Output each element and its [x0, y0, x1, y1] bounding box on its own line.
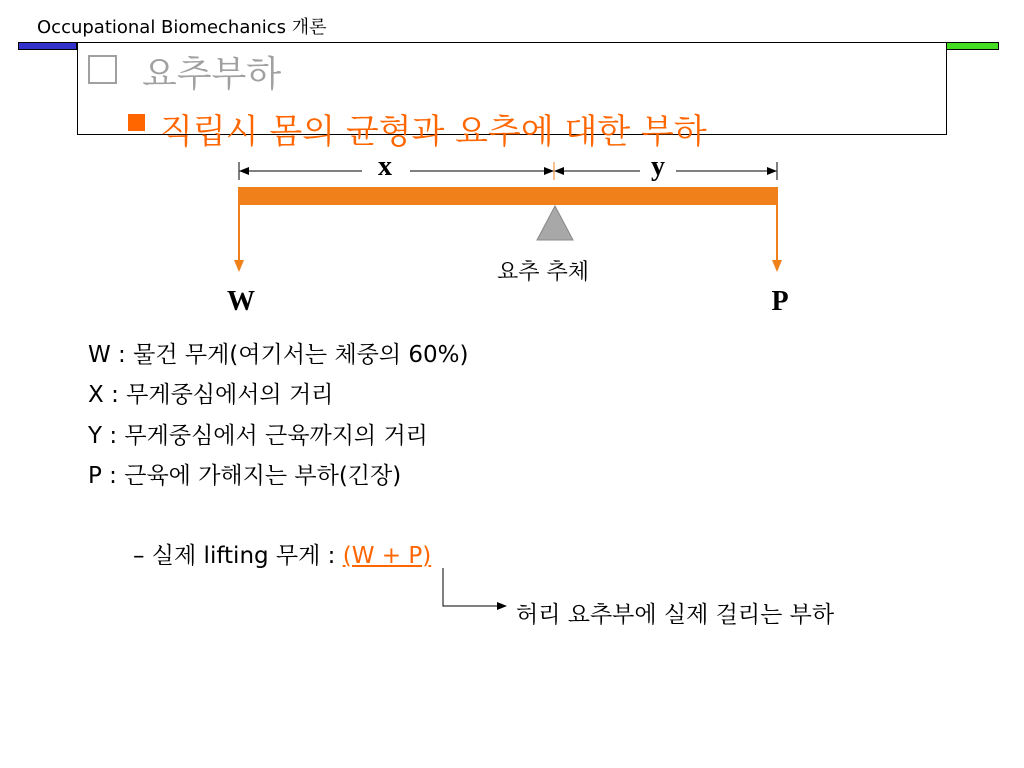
lever-beam	[238, 187, 778, 205]
x-label: x	[378, 151, 392, 182]
lifting-formula: (W + P)	[342, 543, 432, 569]
definition-x: X : 무게중심에서의 거리	[88, 382, 334, 408]
lifting-weight	[133, 537, 431, 570]
slide-title: 요추부하	[142, 54, 282, 95]
w-label: W	[227, 286, 255, 317]
support-label: 요추 추체	[497, 260, 590, 285]
definition-y: Y : 무게중심에서 근육까지의 거리	[88, 423, 428, 449]
waist-load-text: 허리 요추부에 실제 걸리는 부하	[516, 602, 835, 628]
fulcrum-triangle	[537, 206, 573, 240]
definition-p: P : 근육에 가해지는 부하(긴장)	[88, 463, 402, 489]
slide-subtitle: 직립시 몸의 균형과 요추에 대한 부하	[160, 112, 707, 152]
definition-w: W : 물건 무게(여기서는 체중의 60%)	[88, 342, 469, 368]
y-label: y	[651, 151, 665, 182]
waist-load-connector	[443, 568, 500, 606]
course-title: Occupational Biomechanics 개론	[37, 17, 327, 38]
lifting-prefix: – 실제 lifting 무게 :	[133, 543, 343, 569]
p-label: P	[771, 286, 789, 317]
